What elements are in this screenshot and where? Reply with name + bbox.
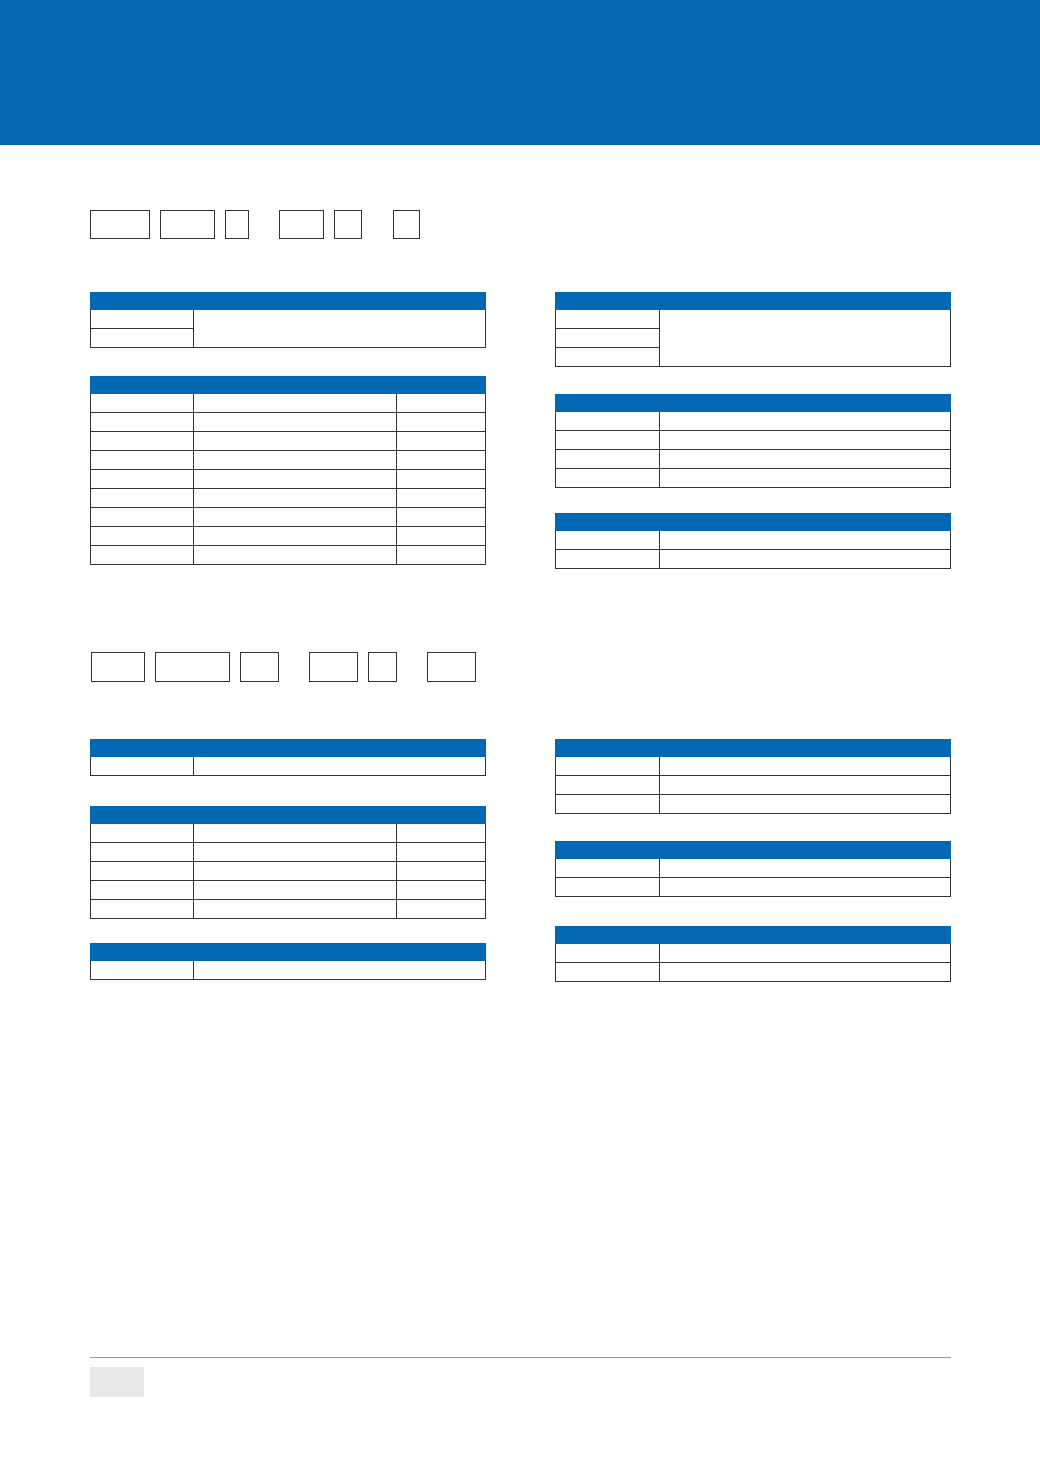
table-cell [660,469,951,488]
table-row [91,451,486,470]
table-cell [397,489,486,508]
table-cell [556,450,660,469]
table-header-cell [556,927,660,944]
table-row [91,413,486,432]
table-cell [397,527,486,546]
table-cell [660,878,951,897]
table-cell [194,451,397,470]
page-number-tab [90,1367,144,1397]
table-cell [556,310,660,329]
table-header-row [556,740,951,757]
table-cell [91,394,194,413]
table-cell [660,944,951,963]
table-cell [397,862,486,881]
spec-table-1c [555,292,951,367]
table-cell [397,546,486,565]
table-header-cell [194,377,397,394]
table-cell [194,757,486,776]
table-row [556,431,951,450]
table-row [556,450,951,469]
table-cell [397,451,486,470]
table-cell [556,776,660,795]
table-cell [194,470,397,489]
table-cell [91,961,194,980]
table-header-cell [91,377,194,394]
table-header-cell [660,293,951,310]
table-header-cell [194,944,486,961]
table-cell [660,757,951,776]
table-cell [91,489,194,508]
table-cell [397,900,486,919]
table-row [91,862,486,881]
table-cell [556,550,660,569]
table-header-row [91,293,486,310]
table-cell [397,394,486,413]
table-cell [91,329,194,348]
table-row [91,757,486,776]
table-row [556,757,951,776]
table-cell [194,862,397,881]
table-cell [91,527,194,546]
table-header-cell [660,842,951,859]
table-cell [660,776,951,795]
table-row [556,776,951,795]
table-cell [660,310,951,367]
table-cell [194,413,397,432]
table-row [556,963,951,982]
table-cell [91,451,194,470]
spec-table-1e [555,513,951,569]
table-header-cell [556,842,660,859]
table-cell [556,859,660,878]
table-cell [660,450,951,469]
table-row [91,843,486,862]
table-cell [397,881,486,900]
spec-table-2c [90,943,486,980]
table-header-cell [91,944,194,961]
table-row [91,432,486,451]
table-cell [556,963,660,982]
table-cell [91,413,194,432]
table-header-row [556,842,951,859]
table-row [91,881,486,900]
code-segment-5 [334,210,362,239]
table-cell [194,881,397,900]
table-cell [397,413,486,432]
table-cell [660,550,951,569]
table-header-cell [91,293,194,310]
table-row [91,961,486,980]
table-cell [556,795,660,814]
table-cell [556,757,660,776]
table-cell [556,531,660,550]
table-header-cell [660,927,951,944]
table-cell [556,412,660,431]
table-cell [660,859,951,878]
table-header-cell [556,514,660,531]
table-header-cell [194,807,397,824]
table-header-row [91,944,486,961]
table-cell [660,963,951,982]
table-header-cell [660,395,951,412]
table-cell [660,412,951,431]
table-cell [194,527,397,546]
table-header-cell [194,293,486,310]
spec-table-2b [90,806,486,919]
table-header-cell [91,740,194,757]
table-row [556,550,951,569]
code-segment-1 [91,652,145,682]
table-row [91,470,486,489]
table-cell [556,944,660,963]
table-cell [91,824,194,843]
table-cell [194,394,397,413]
table-header-row [556,293,951,310]
code-segment-2 [155,652,230,682]
table-header-row [556,927,951,944]
table-cell [91,862,194,881]
header-banner [0,0,1040,145]
table-cell [397,824,486,843]
code-segment-3 [240,652,279,682]
table-cell [397,843,486,862]
table-cell [91,881,194,900]
table-cell [660,795,951,814]
code-segment-5 [368,652,397,682]
table-cell [660,531,951,550]
table-cell [194,489,397,508]
table-row [556,878,951,897]
spec-table-2a [90,739,486,776]
table-cell [91,508,194,527]
table-header-cell [397,377,486,394]
table-row [91,546,486,565]
table-cell [91,432,194,451]
table-row [91,900,486,919]
table-header-cell [397,807,486,824]
table-cell [556,469,660,488]
table-cell [556,329,660,348]
table-cell [660,431,951,450]
table-row [556,469,951,488]
table-cell [91,900,194,919]
table-header-row [91,377,486,394]
table-row [556,412,951,431]
table-cell [556,878,660,897]
code-segment-1 [90,210,150,239]
spec-table-2e [555,841,951,897]
table-header-row [91,807,486,824]
spec-table-1d [555,394,951,488]
table-row [556,795,951,814]
table-header-row [556,395,951,412]
code-segment-2 [160,210,215,239]
table-cell [194,843,397,862]
table-cell [194,546,397,565]
table-row [556,859,951,878]
footer-divider [90,1357,951,1358]
table-cell [194,824,397,843]
table-header-cell [556,740,660,757]
table-header-row [91,740,486,757]
table-cell [194,900,397,919]
table-row [556,531,951,550]
table-row [91,489,486,508]
table-row [91,394,486,413]
table-cell [397,432,486,451]
table-row [91,527,486,546]
table-cell [397,508,486,527]
table-cell [556,348,660,367]
table-header-cell [556,293,660,310]
table-header-cell [194,740,486,757]
table-cell [194,961,486,980]
code-segment-4 [309,652,358,682]
table-header-cell [556,395,660,412]
table-row [91,508,486,527]
code-segment-4 [279,210,324,239]
table-cell [91,843,194,862]
code-segment-6 [393,210,420,239]
code-segment-3 [225,210,249,239]
code-segment-6 [427,652,476,682]
table-cell [194,432,397,451]
table-cell [91,546,194,565]
table-header-cell [660,740,951,757]
table-row [556,944,951,963]
table-cell [91,310,194,329]
spec-table-2f [555,926,951,982]
spec-table-1b [90,376,486,565]
table-cell [194,310,486,348]
table-row [91,310,486,329]
table-cell [91,470,194,489]
table-cell [91,757,194,776]
table-header-cell [660,514,951,531]
table-cell [397,470,486,489]
spec-table-2d [555,739,951,814]
table-header-cell [91,807,194,824]
table-header-row [556,514,951,531]
table-row [91,824,486,843]
table-row [556,310,951,329]
spec-table-1a [90,292,486,348]
table-cell [556,431,660,450]
table-cell [194,508,397,527]
